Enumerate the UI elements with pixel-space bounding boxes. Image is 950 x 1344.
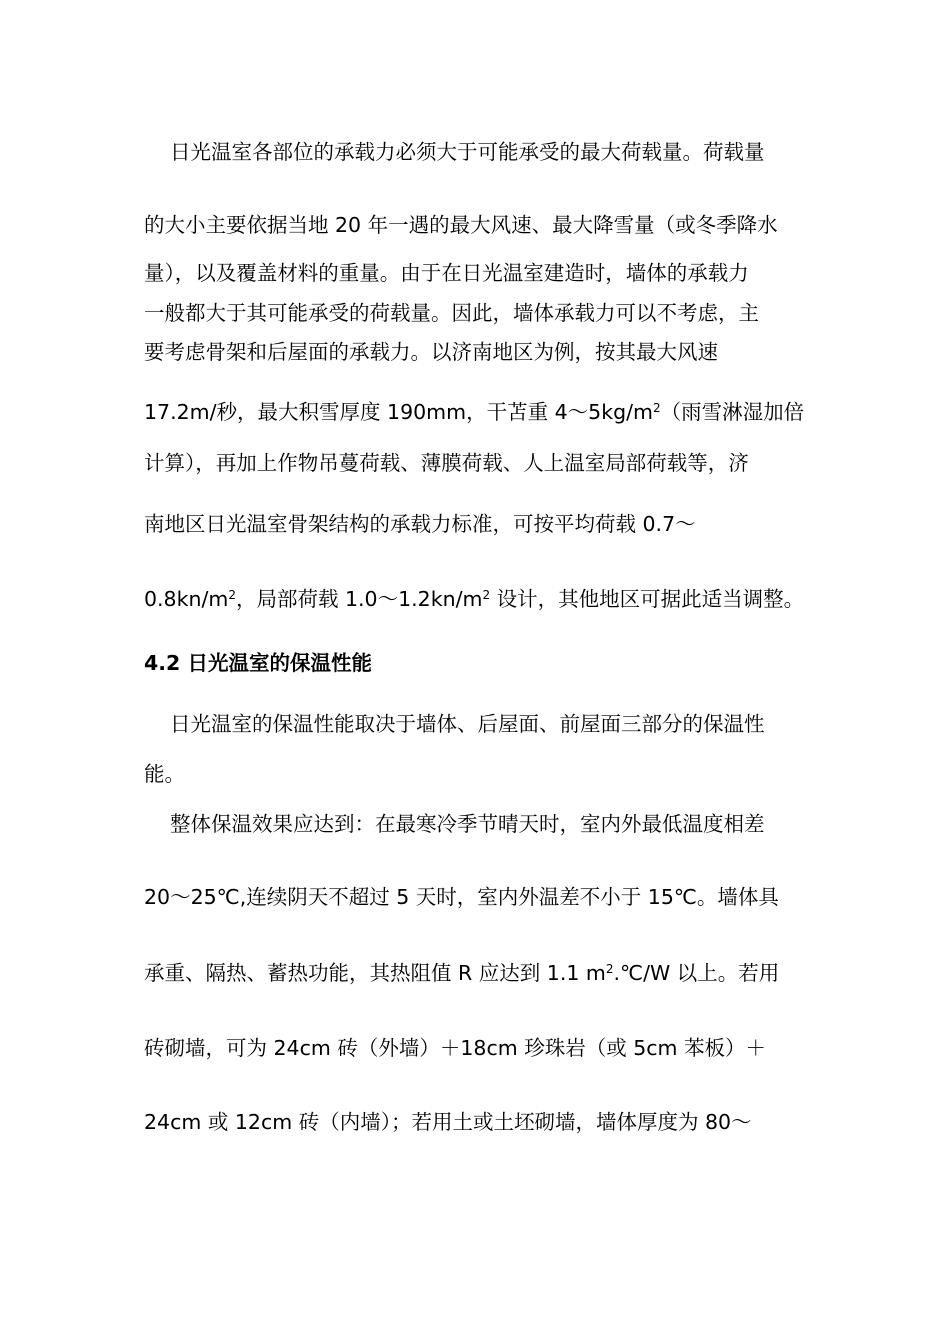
section-heading: 4.2 日光温室的保温性能 [144, 651, 372, 675]
line-9-superscript-2: 2 [482, 588, 491, 602]
line-9-text-a: 0.8kn/m [144, 587, 229, 611]
paragraph-3-line-2: 20～25℃,连续阴天不超过 5 天时，室内外温差不小于 15℃。墙体具 [144, 885, 779, 909]
paragraph-1-line-2: 的大小主要依据当地 20 年一遇的最大风速、最大降雪量（或冬季降水 [144, 213, 778, 237]
line-3-text-a: 承重、隔热、蓄热功能，其热阻值 R 应达到 1.1 m [144, 961, 606, 985]
line-9-text-b: ，局部荷载 1.0～1.2kn/m [235, 587, 483, 611]
paragraph-1-line-1: 日光温室各部位的承载力必须大于可能承受的最大荷载量。荷载量 [170, 140, 765, 164]
line-6-text-b: （雨雪淋湿加倍 [660, 400, 805, 424]
paragraph-1-line-8: 南地区日光温室骨架结构的承载力标准，可按平均荷载 0.7～ [144, 512, 696, 536]
paragraph-1-line-9 [144, 585, 804, 613]
line-9-superscript-1: 2 [228, 588, 236, 602]
line-9-text-c: 设计，其他地区可据此适当调整。 [490, 587, 805, 611]
line-6-text-a: 17.2m/秒，最大积雪厚度 190mm，干苫重 4～5kg/m [144, 400, 653, 424]
line-6-superscript: 2 [652, 401, 661, 415]
line-3-superscript: 2 [605, 962, 614, 976]
paragraph-1-line-4: 一般都大于其可能承受的荷载量。因此，墙体承载力可以不考虑，主 [144, 301, 759, 325]
paragraph-3-line-3 [144, 959, 779, 987]
line-3-text-b: .℃/W 以上。若用 [613, 961, 780, 985]
paragraph-1-line-5: 要考虑骨架和后屋面的承载力。以济南地区为例，按其最大风速 [144, 340, 718, 364]
paragraph-2-line-2: 能。 [144, 762, 185, 786]
paragraph-1-line-6 [144, 398, 804, 426]
paragraph-2-line-1: 日光温室的保温性能取决于墙体、后屋面、前屋面三部分的保温性 [170, 712, 765, 736]
paragraph-3-line-4: 砖砌墙，可为 24cm 砖（外墙）＋18cm 珍珠岩（或 5cm 苯板）＋ [144, 1036, 767, 1060]
paragraph-3-line-5: 24cm 或 12cm 砖（内墙）；若用土或土坯砌墙，墙体厚度为 80～ [144, 1110, 752, 1134]
paragraph-3-line-1: 整体保温效果应达到：在最寒冷季节晴天时，室内外最低温度相差 [170, 812, 765, 836]
paragraph-1-line-3: 量），以及覆盖材料的重量。由于在日光温室建造时，墙体的承载力 [144, 261, 749, 285]
paragraph-1-line-7: 计算），再加上作物吊蔓荷载、薄膜荷载、人上温室局部荷载等，济 [144, 451, 749, 475]
